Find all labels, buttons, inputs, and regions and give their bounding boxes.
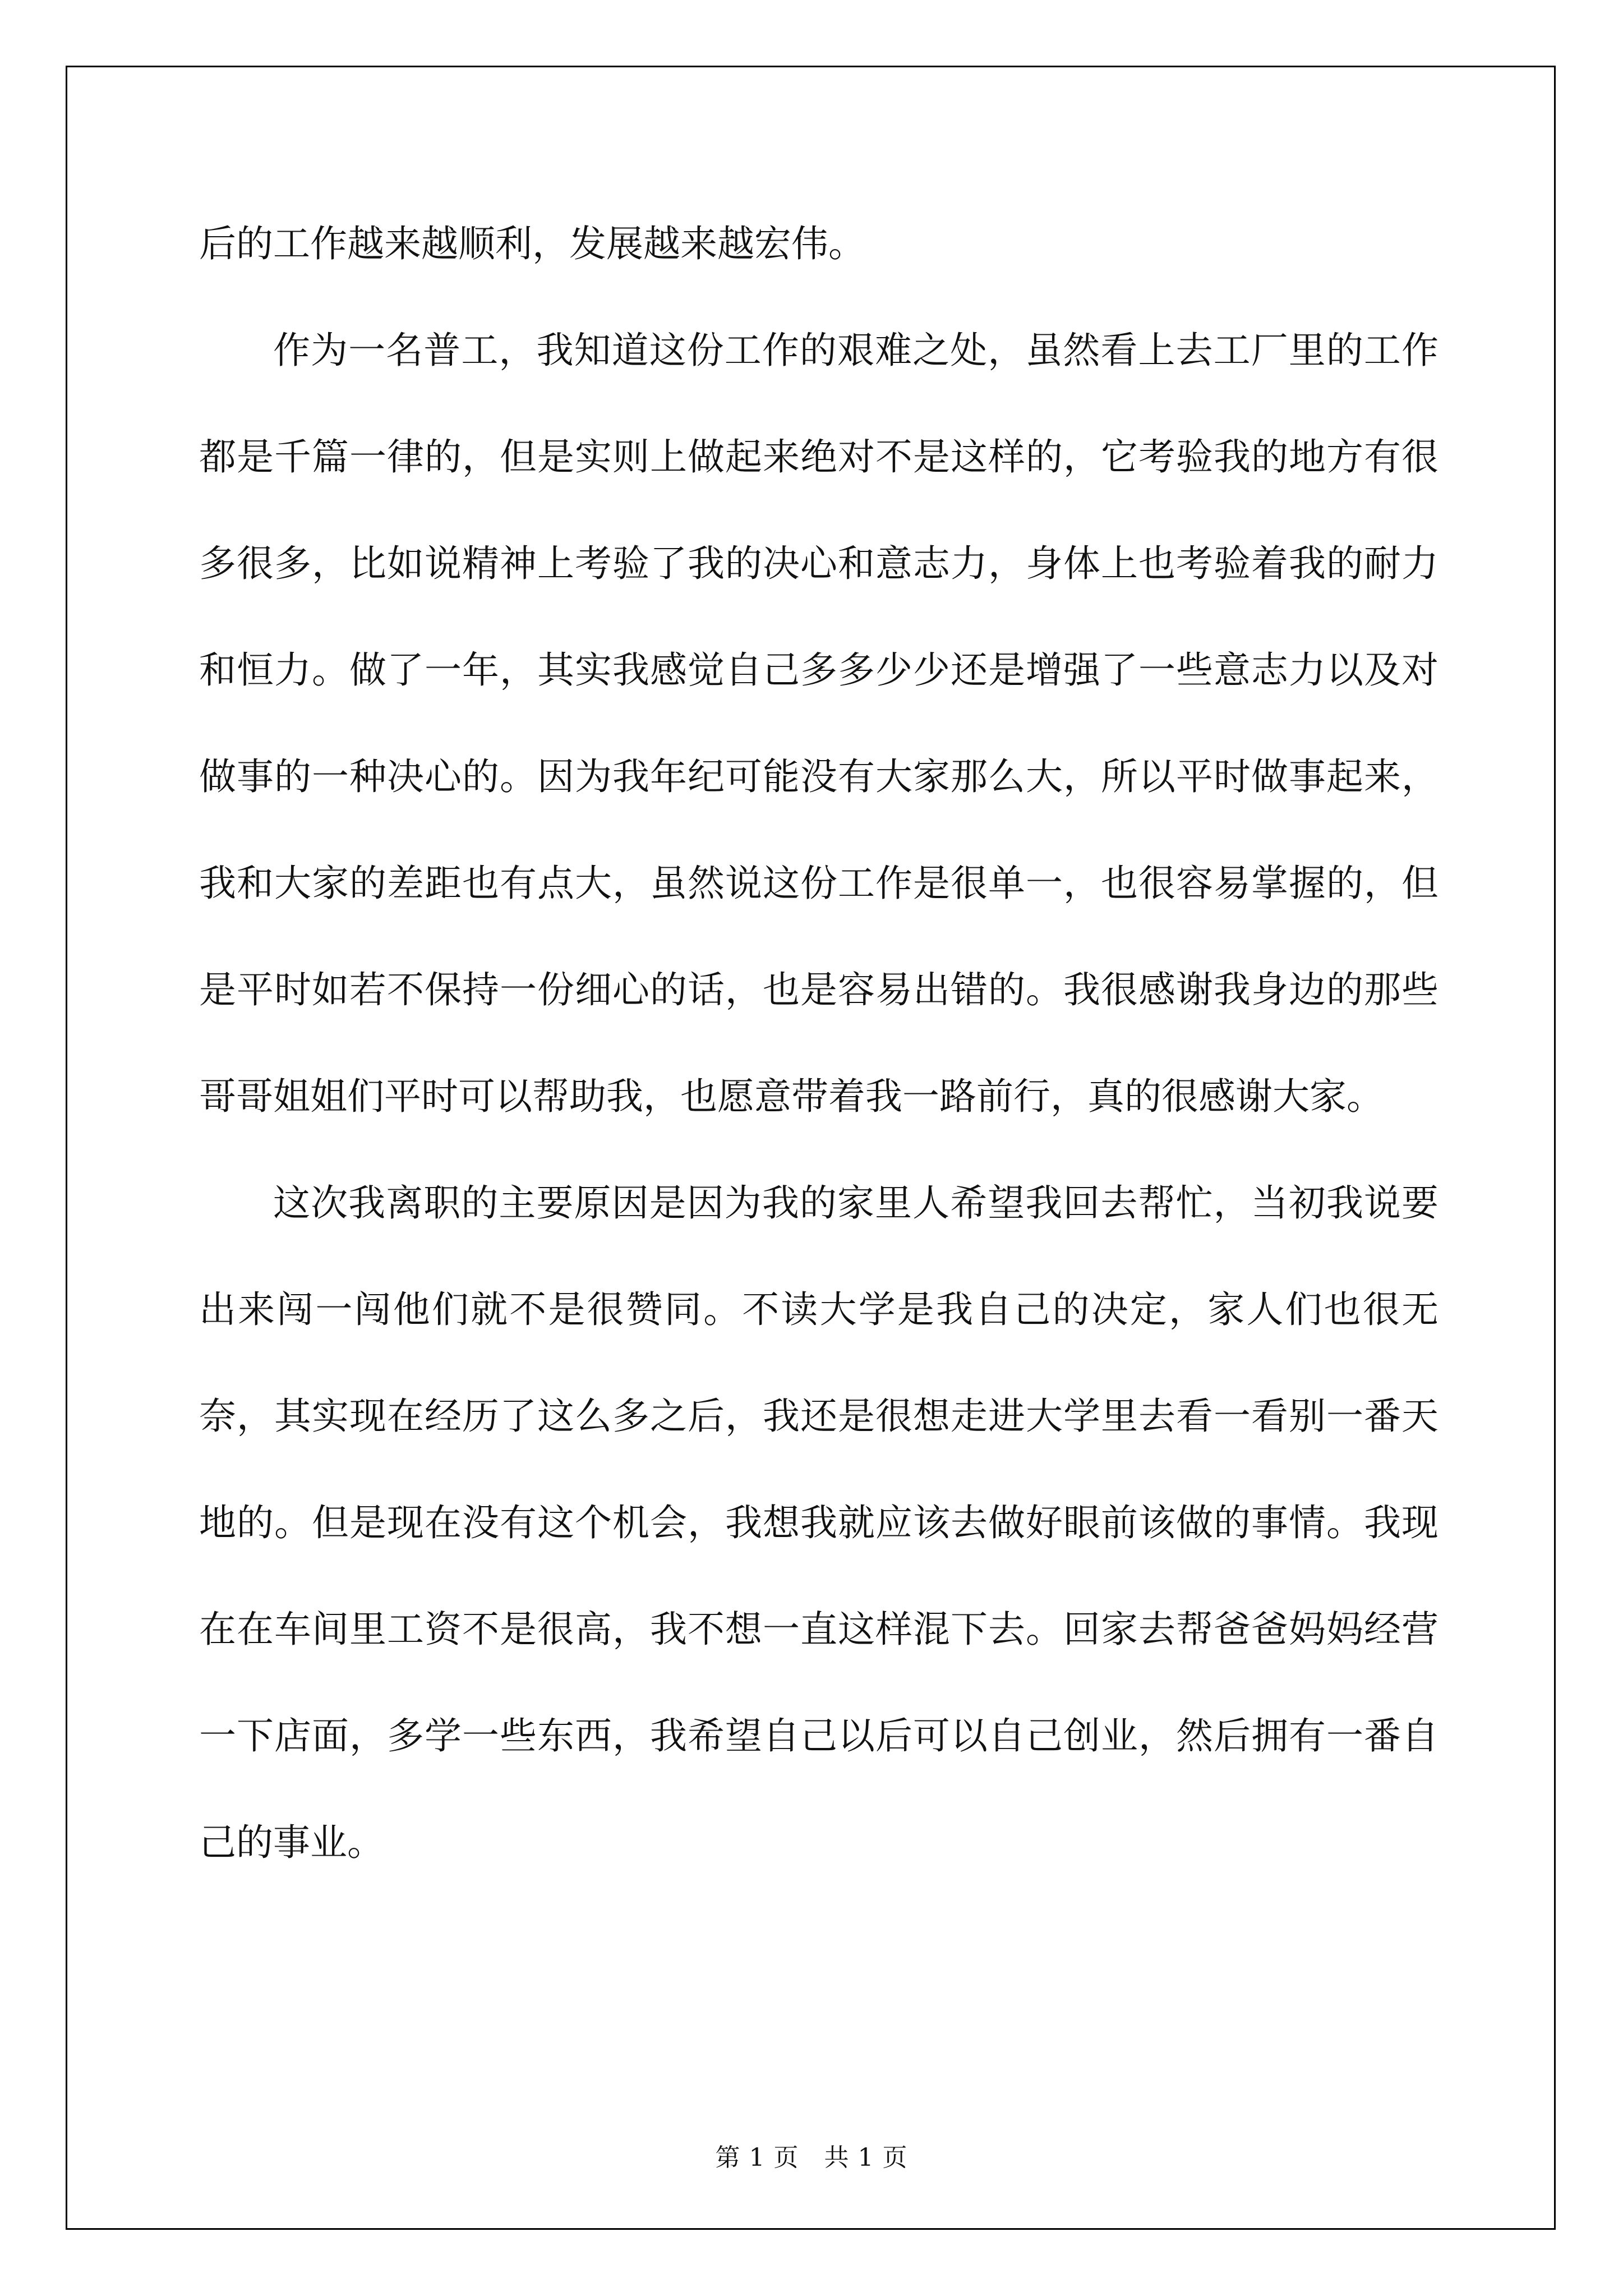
paragraph-continuation: 后的工作越来越顺利，发展越来越宏伟。 [199, 222, 865, 265]
page-number-footer: 第 1 页 共 1 页 [715, 2143, 908, 2172]
paragraph-work-experience: 作为一名普工，我知道这份工作的艰难之处，虽然看上去工厂里的工作都是千篇一律的，但是实则上做起来绝对不是这样的，它考验我的地方有很多很多，比如说精神上考验了我的决心和意志力，身体上也考验着我的耐力和恒力。做了一年，其实我感觉自己多多少少还是增强了一些意志力以及对做事的一种决心的。因为我年纪可能没有大家那么大，所以平时做事起来，我和大家的差距也有点大，虽然说这份工作是很单一，也很容易掌握的，但是平时如若不保持一份细心的话，也是容易出错的。我很感谢我身边的那些哥哥姐姐们平时可以帮助我，也愿意带着我一路前行，真的很感谢大家。 [199, 329, 1438, 1118]
document-body [199, 191, 1438, 1896]
paragraph-resignation-reason: 这次我离职的主要原因是因为我的家里人希望我回去帮忙，当初我说要出来闯一闯他们就不是很赞同。不读大学是我自己的决定，家人们也很无奈，其实现在经历了这么多之后，我还是很想走进大学里去看一看别一番天地的。但是现在没有这个机会，我想我就应该去做好眼前该做的事情。我现在在车间里工资不是很高，我不想一直这样混下去。回家去帮爸爸妈妈经营一下店面，多学一些东西，我希望自己以后可以自己创业，然后拥有一番自己的事业。 [199, 1181, 1438, 1864]
